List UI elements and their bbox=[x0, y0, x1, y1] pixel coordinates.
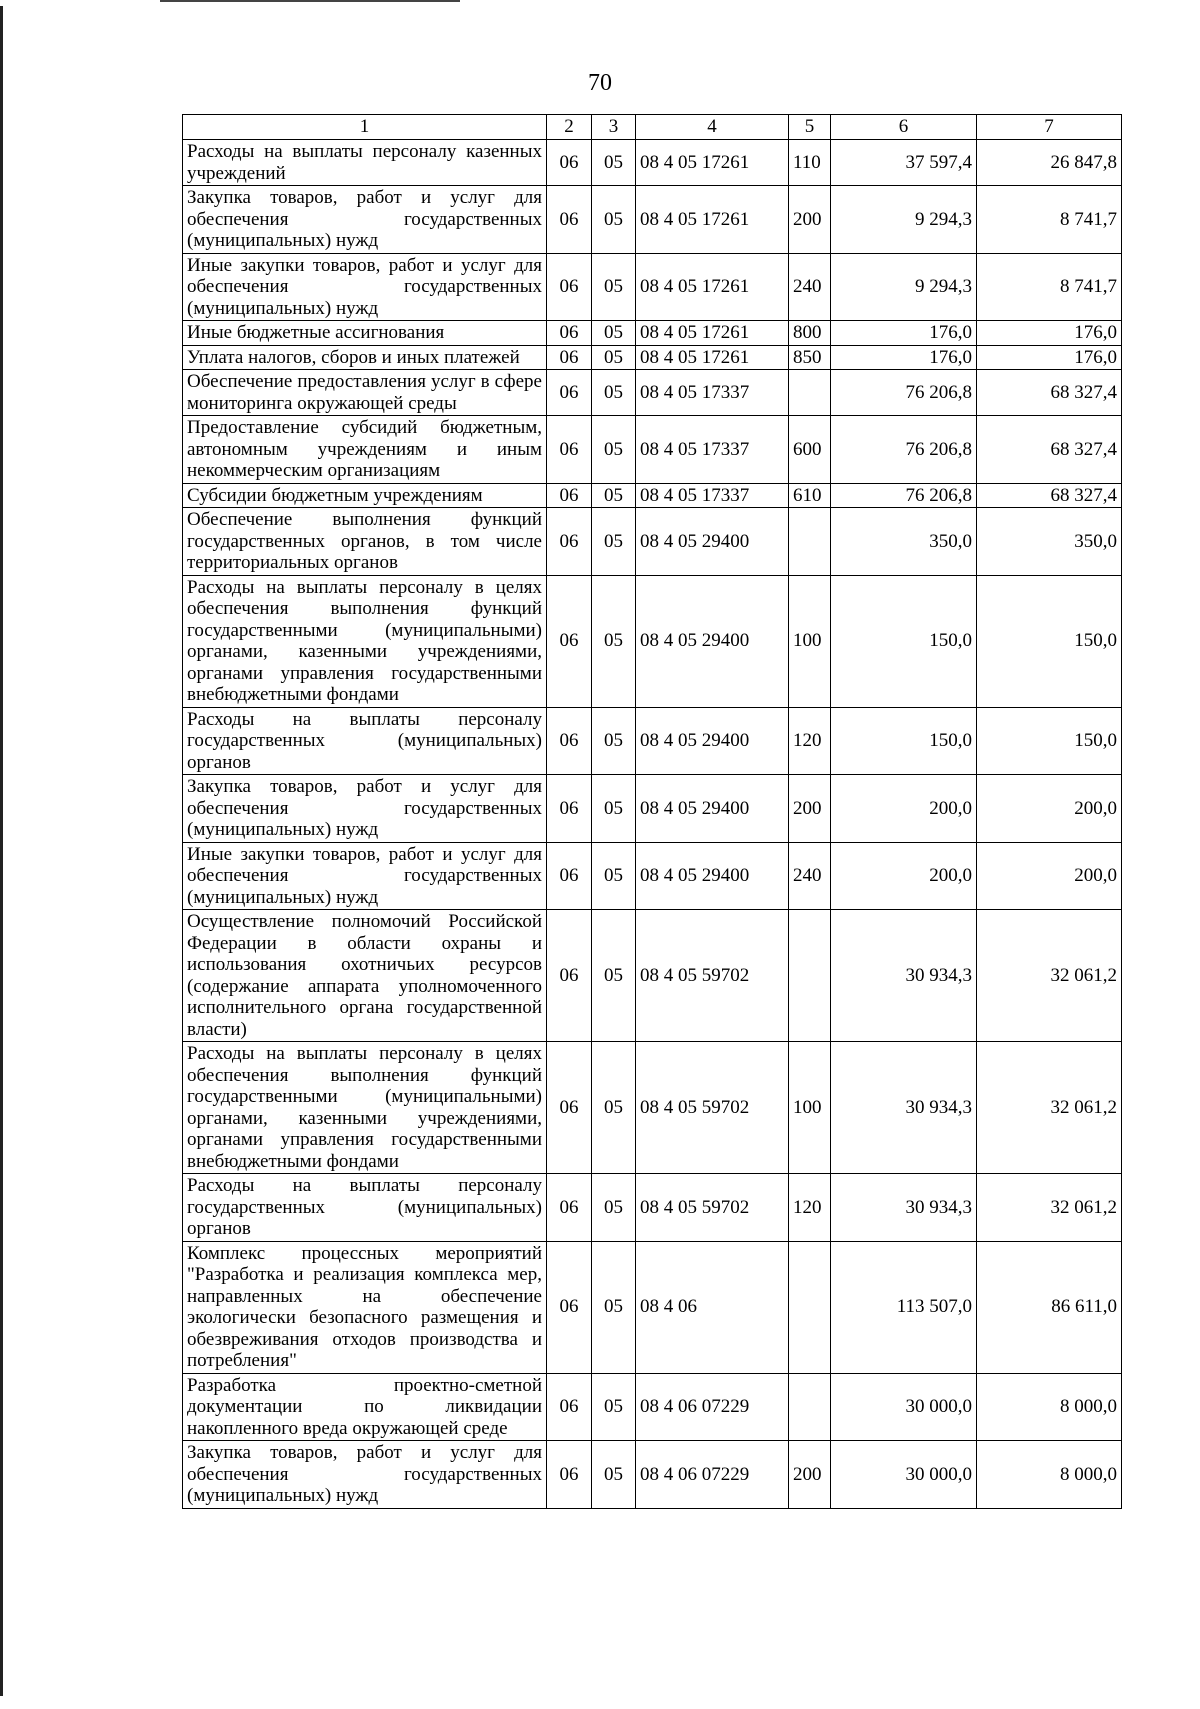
section-code: 06 bbox=[547, 842, 592, 910]
expense-type-code: 610 bbox=[789, 483, 831, 508]
expense-name: Расходы на выплаты персоналу казенных учреждений bbox=[183, 140, 547, 186]
column-header: 7 bbox=[977, 115, 1122, 140]
amount-col7: 86 611,0 bbox=[977, 1241, 1122, 1373]
expense-type-code bbox=[789, 1241, 831, 1373]
section-code: 06 bbox=[547, 1174, 592, 1242]
column-header: 3 bbox=[592, 115, 636, 140]
target-article-code: 08 4 05 29400 bbox=[636, 707, 789, 775]
subsection-code: 05 bbox=[592, 1241, 636, 1373]
amount-col6: 30 000,0 bbox=[831, 1441, 977, 1509]
section-code: 06 bbox=[547, 1042, 592, 1174]
subsection-code: 05 bbox=[592, 1373, 636, 1441]
expense-type-code: 200 bbox=[789, 186, 831, 254]
subsection-code: 05 bbox=[592, 370, 636, 416]
section-code: 06 bbox=[547, 1241, 592, 1373]
expense-type-code bbox=[789, 910, 831, 1042]
amount-col7: 200,0 bbox=[977, 775, 1122, 843]
subsection-code: 05 bbox=[592, 345, 636, 370]
expense-name: Иные бюджетные ассигнования bbox=[183, 321, 547, 346]
expense-name: Закупка товаров, работ и услуг для обеспечения государственных (муниципальных) нужд bbox=[183, 186, 547, 254]
section-code: 06 bbox=[547, 186, 592, 254]
target-article-code: 08 4 05 17261 bbox=[636, 345, 789, 370]
amount-col6: 30 000,0 bbox=[831, 1373, 977, 1441]
section-code: 06 bbox=[547, 345, 592, 370]
amount-col7: 26 847,8 bbox=[977, 140, 1122, 186]
expense-type-code: 120 bbox=[789, 707, 831, 775]
table-row bbox=[183, 416, 1122, 484]
amount-col6: 200,0 bbox=[831, 775, 977, 843]
subsection-code: 05 bbox=[592, 416, 636, 484]
expense-name: Разработка проектно-сметной документации по ликвидации накопленного вреда окружающей среде bbox=[183, 1373, 547, 1441]
table-row bbox=[183, 483, 1122, 508]
table-row bbox=[183, 910, 1122, 1042]
column-header: 4 bbox=[636, 115, 789, 140]
table-row bbox=[183, 508, 1122, 576]
section-code: 06 bbox=[547, 508, 592, 576]
expense-name: Субсидии бюджетным учреждениям bbox=[183, 483, 547, 508]
section-code: 06 bbox=[547, 321, 592, 346]
target-article-code: 08 4 06 07229 bbox=[636, 1373, 789, 1441]
table-row bbox=[183, 1174, 1122, 1242]
table-row bbox=[183, 370, 1122, 416]
target-article-code: 08 4 05 17337 bbox=[636, 416, 789, 484]
target-article-code: 08 4 05 17261 bbox=[636, 321, 789, 346]
expense-type-code: 240 bbox=[789, 253, 831, 321]
subsection-code: 05 bbox=[592, 253, 636, 321]
column-header: 1 bbox=[183, 115, 547, 140]
section-code: 06 bbox=[547, 1441, 592, 1509]
section-code: 06 bbox=[547, 707, 592, 775]
expense-type-code: 240 bbox=[789, 842, 831, 910]
target-article-code: 08 4 06 07229 bbox=[636, 1441, 789, 1509]
table-row bbox=[183, 345, 1122, 370]
table-row bbox=[183, 1373, 1122, 1441]
expense-name: Осуществление полномочий Российской Федерации в области охраны и использования охотничьих ресурсов (содержание аппарата уполномоченного исполнительного органа государственной власти) bbox=[183, 910, 547, 1042]
subsection-code: 05 bbox=[592, 707, 636, 775]
expense-name: Обеспечение предоставления услуг в сфере мониторинга окружающей среды bbox=[183, 370, 547, 416]
expense-name: Уплата налогов, сборов и иных платежей bbox=[183, 345, 547, 370]
expense-type-code: 600 bbox=[789, 416, 831, 484]
amount-col7: 150,0 bbox=[977, 575, 1122, 707]
expense-name: Закупка товаров, работ и услуг для обеспечения государственных (муниципальных) нужд bbox=[183, 1441, 547, 1509]
subsection-code: 05 bbox=[592, 1441, 636, 1509]
expense-type-code: 200 bbox=[789, 1441, 831, 1509]
table-row bbox=[183, 707, 1122, 775]
amount-col7: 68 327,4 bbox=[977, 416, 1122, 484]
section-code: 06 bbox=[547, 253, 592, 321]
subsection-code: 05 bbox=[592, 483, 636, 508]
target-article-code: 08 4 05 17337 bbox=[636, 370, 789, 416]
column-header: 2 bbox=[547, 115, 592, 140]
expense-name: Расходы на выплаты персоналу государственных (муниципальных) органов bbox=[183, 1174, 547, 1242]
subsection-code: 05 bbox=[592, 1042, 636, 1174]
amount-col7: 32 061,2 bbox=[977, 1174, 1122, 1242]
amount-col6: 150,0 bbox=[831, 707, 977, 775]
target-article-code: 08 4 05 29400 bbox=[636, 775, 789, 843]
expense-type-code: 100 bbox=[789, 1042, 831, 1174]
amount-col7: 200,0 bbox=[977, 842, 1122, 910]
table-row bbox=[183, 842, 1122, 910]
amount-col7: 32 061,2 bbox=[977, 910, 1122, 1042]
amount-col6: 30 934,3 bbox=[831, 1042, 977, 1174]
target-article-code: 08 4 05 17261 bbox=[636, 140, 789, 186]
amount-col7: 150,0 bbox=[977, 707, 1122, 775]
section-code: 06 bbox=[547, 775, 592, 843]
target-article-code: 08 4 05 17337 bbox=[636, 483, 789, 508]
expense-name: Иные закупки товаров, работ и услуг для обеспечения государственных (муниципальных) нужд bbox=[183, 253, 547, 321]
target-article-code: 08 4 05 29400 bbox=[636, 508, 789, 576]
amount-col7: 350,0 bbox=[977, 508, 1122, 576]
table-row bbox=[183, 1241, 1122, 1373]
header-row bbox=[183, 115, 1122, 140]
expense-type-code: 800 bbox=[789, 321, 831, 346]
amount-col6: 30 934,3 bbox=[831, 910, 977, 1042]
amount-col6: 9 294,3 bbox=[831, 253, 977, 321]
amount-col7: 8 741,7 bbox=[977, 253, 1122, 321]
amount-col6: 37 597,4 bbox=[831, 140, 977, 186]
table-row bbox=[183, 253, 1122, 321]
expense-type-code bbox=[789, 370, 831, 416]
table-row bbox=[183, 775, 1122, 843]
amount-col7: 68 327,4 bbox=[977, 370, 1122, 416]
amount-col6: 150,0 bbox=[831, 575, 977, 707]
amount-col6: 9 294,3 bbox=[831, 186, 977, 254]
expense-type-code: 200 bbox=[789, 775, 831, 843]
target-article-code: 08 4 05 17261 bbox=[636, 253, 789, 321]
amount-col6: 76 206,8 bbox=[831, 483, 977, 508]
amount-col6: 200,0 bbox=[831, 842, 977, 910]
column-header: 6 bbox=[831, 115, 977, 140]
expense-name: Предоставление субсидий бюджетным, автономным учреждениям и иным некоммерческим организациям bbox=[183, 416, 547, 484]
amount-col7: 176,0 bbox=[977, 345, 1122, 370]
expense-name: Иные закупки товаров, работ и услуг для обеспечения государственных (муниципальных) нужд bbox=[183, 842, 547, 910]
amount-col7: 8 000,0 bbox=[977, 1441, 1122, 1509]
amount-col7: 68 327,4 bbox=[977, 483, 1122, 508]
expense-type-code: 110 bbox=[789, 140, 831, 186]
target-article-code: 08 4 05 29400 bbox=[636, 575, 789, 707]
expense-name: Расходы на выплаты персоналу в целях обеспечения выполнения функций государственными (муниципальными) органами, казенными учреждениями, органами управления государственными внебюджетными фондами bbox=[183, 1042, 547, 1174]
subsection-code: 05 bbox=[592, 186, 636, 254]
subsection-code: 05 bbox=[592, 575, 636, 707]
expense-name: Закупка товаров, работ и услуг для обеспечения государственных (муниципальных) нужд bbox=[183, 775, 547, 843]
amount-col6: 76 206,8 bbox=[831, 416, 977, 484]
scan-top-line bbox=[160, 0, 460, 2]
expense-name: Комплекс процессных мероприятий "Разработка и реализация комплекса мер, направленных на обеспечение экологически безопасного размещения и обезвреживания отходов производства и потребления" bbox=[183, 1241, 547, 1373]
table-row bbox=[183, 1441, 1122, 1509]
expense-type-code bbox=[789, 508, 831, 576]
section-code: 06 bbox=[547, 140, 592, 186]
amount-col6: 176,0 bbox=[831, 345, 977, 370]
amount-col6: 113 507,0 bbox=[831, 1241, 977, 1373]
subsection-code: 05 bbox=[592, 321, 636, 346]
budget-table bbox=[182, 114, 1122, 1509]
scan-edge-line bbox=[0, 6, 3, 1696]
page-number: 70 bbox=[588, 70, 612, 96]
amount-col7: 8 741,7 bbox=[977, 186, 1122, 254]
expense-type-code: 100 bbox=[789, 575, 831, 707]
target-article-code: 08 4 05 17261 bbox=[636, 186, 789, 254]
target-article-code: 08 4 05 59702 bbox=[636, 1174, 789, 1242]
subsection-code: 05 bbox=[592, 842, 636, 910]
amount-col6: 176,0 bbox=[831, 321, 977, 346]
section-code: 06 bbox=[547, 370, 592, 416]
subsection-code: 05 bbox=[592, 1174, 636, 1242]
column-header: 5 bbox=[789, 115, 831, 140]
amount-col7: 32 061,2 bbox=[977, 1042, 1122, 1174]
target-article-code: 08 4 05 29400 bbox=[636, 842, 789, 910]
subsection-code: 05 bbox=[592, 140, 636, 186]
expense-type-code: 120 bbox=[789, 1174, 831, 1242]
section-code: 06 bbox=[547, 575, 592, 707]
amount-col6: 76 206,8 bbox=[831, 370, 977, 416]
section-code: 06 bbox=[547, 483, 592, 508]
subsection-code: 05 bbox=[592, 508, 636, 576]
expense-name: Расходы на выплаты персоналу государственных (муниципальных) органов bbox=[183, 707, 547, 775]
section-code: 06 bbox=[547, 910, 592, 1042]
section-code: 06 bbox=[547, 1373, 592, 1441]
table-row bbox=[183, 1042, 1122, 1174]
expense-name: Расходы на выплаты персоналу в целях обеспечения выполнения функций государственными (муниципальными) органами, казенными учреждениями, органами управления государственными внебюджетными фондами bbox=[183, 575, 547, 707]
amount-col6: 30 934,3 bbox=[831, 1174, 977, 1242]
table-row bbox=[183, 575, 1122, 707]
target-article-code: 08 4 05 59702 bbox=[636, 910, 789, 1042]
subsection-code: 05 bbox=[592, 775, 636, 843]
table-row bbox=[183, 321, 1122, 346]
target-article-code: 08 4 06 bbox=[636, 1241, 789, 1373]
table-row bbox=[183, 140, 1122, 186]
section-code: 06 bbox=[547, 416, 592, 484]
amount-col7: 176,0 bbox=[977, 321, 1122, 346]
subsection-code: 05 bbox=[592, 910, 636, 1042]
expense-type-code: 850 bbox=[789, 345, 831, 370]
expense-name: Обеспечение выполнения функций государственных органов, в том числе территориальных органов bbox=[183, 508, 547, 576]
expense-type-code bbox=[789, 1373, 831, 1441]
target-article-code: 08 4 05 59702 bbox=[636, 1042, 789, 1174]
amount-col6: 350,0 bbox=[831, 508, 977, 576]
amount-col7: 8 000,0 bbox=[977, 1373, 1122, 1441]
table-row bbox=[183, 186, 1122, 254]
